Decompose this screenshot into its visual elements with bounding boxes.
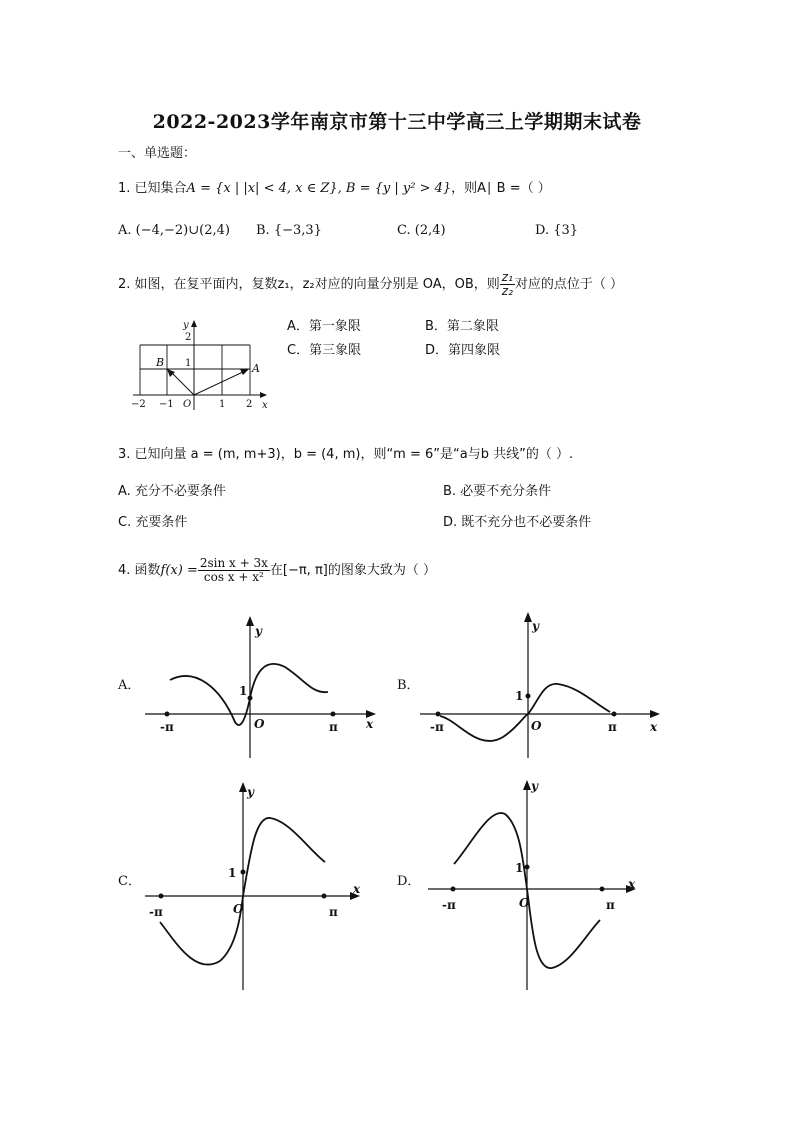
graph-b-x-arrow	[650, 710, 660, 718]
q2-label-y: y	[183, 320, 189, 331]
q2-vector-oa	[194, 371, 245, 395]
graph-a-label-pi: π	[329, 720, 338, 734]
graph-c-label-pi: π	[329, 905, 338, 919]
graph-d-point-neg-pi	[451, 887, 456, 892]
graph-b-label-y: y	[532, 619, 539, 633]
q2-tick-x2: 2	[246, 399, 253, 410]
q2-vector-ob-arrow	[167, 369, 175, 377]
graph-d-point-one	[525, 865, 530, 870]
q2-stem	[118, 270, 623, 300]
q4-graph-a-label: A．	[118, 678, 141, 693]
page-title: 2022-2023学年南京市第十三中学高三上学期期末试卷	[152, 111, 642, 133]
graph-c-label-x: x	[353, 882, 361, 896]
graph-d-label-pi: π	[606, 898, 615, 912]
q2-complex-plane-figure	[125, 315, 285, 415]
graph-b-y-arrow	[524, 612, 532, 622]
graph-b-point-neg-pi	[436, 712, 441, 717]
graph-d-label-origin: O	[519, 896, 530, 910]
q2-vector-oa-arrow	[240, 369, 249, 375]
graph-c-y-arrow	[239, 782, 247, 792]
q4-fraction	[198, 557, 270, 584]
q1-stem-text: 1. 已知集合	[118, 181, 187, 196]
graph-d-point-pi	[600, 887, 605, 892]
q2-tick-y1: 1	[185, 358, 192, 369]
q3-stem: 3. 已知向量 a = (m, m+3)，b = (4, m)，则“m = 6”是“a与b 共线”的（ ）.	[118, 447, 574, 462]
graph-a-point-one	[248, 696, 253, 701]
graph-a-point-pi	[331, 712, 336, 717]
q2-frac-num: z₁	[501, 270, 513, 284]
q2-option-c: C．第三象限	[287, 343, 362, 358]
q1-option-c: C. (2,4)	[397, 223, 446, 238]
graph-a-curve	[170, 664, 328, 725]
q3-option-b: B. 必要不充分条件	[443, 484, 552, 499]
graph-c-point-neg-pi	[159, 894, 164, 899]
q1-option-a: A. (−4,−2)∪(2,4)	[118, 223, 230, 238]
graph-c-point-one	[241, 870, 246, 875]
q2-label-origin: O	[183, 399, 192, 410]
q2-option-d: D．第四象限	[425, 343, 501, 358]
q2-vector-ob	[171, 372, 194, 395]
q4-graph-b	[418, 612, 668, 762]
graph-a-label-origin: O	[254, 717, 265, 731]
graph-d-y-arrow	[523, 780, 531, 790]
q2-label-b: B	[156, 356, 165, 369]
q4-frac-num: 2sin x + 3x	[199, 556, 268, 570]
q2-option-a: A．第一象限	[287, 319, 361, 334]
q3-option-a: A. 充分不必要条件	[118, 484, 226, 499]
graph-c-label-one: 1	[228, 866, 237, 880]
q1-set-expression: A = {x | |x| < 4, x ∈ Z}, B = {y | y² > 4}	[186, 181, 452, 196]
graph-c-label-origin: O	[233, 902, 244, 916]
q2-tick-xm1: −1	[159, 399, 174, 410]
graph-b-point-one	[526, 694, 531, 699]
q2-label-x: x	[262, 400, 268, 411]
graph-b-label-pi: π	[608, 720, 617, 734]
graph-c-label-neg-pi: -π	[149, 905, 163, 919]
q4-frac-den: cos x + x²	[203, 570, 264, 584]
graph-a-label-x: x	[366, 717, 374, 731]
q2-stem-tail: 对应的点位于（ ）	[514, 277, 624, 292]
graph-d-label-x: x	[628, 877, 636, 891]
q2-frac-den: z₂	[501, 284, 513, 298]
q4-stem-text: 4. 函数	[118, 563, 161, 578]
graph-a-label-neg-pi: -π	[160, 720, 174, 734]
q2-grid	[140, 345, 250, 395]
q1-option-d: D. {3}	[535, 223, 579, 238]
graph-d-label-y: y	[531, 779, 538, 793]
q1-stem	[118, 181, 551, 197]
q4-graph-c	[140, 776, 370, 994]
q1-option-b: B. {−3,3}	[256, 223, 322, 238]
graph-d-label-one: 1	[515, 861, 524, 875]
q2-tick-y2: 2	[185, 332, 192, 343]
q2-label-a: A	[252, 362, 260, 375]
graph-b-curve	[440, 684, 610, 741]
q1-stem-tail: ，则A∣ B =（ ）	[451, 181, 551, 196]
graph-c-point-pi	[322, 894, 327, 899]
q2-y-arrow	[191, 320, 197, 327]
graph-b-label-x: x	[650, 720, 658, 734]
graph-a-point-neg-pi	[165, 712, 170, 717]
graph-b-label-origin: O	[531, 719, 542, 733]
q4-stem-tail: 在[−π, π]的图象大致为（ ）	[269, 563, 436, 578]
graph-c-label-y: y	[247, 785, 254, 799]
q2-tick-xm2: −2	[131, 399, 146, 410]
q2-option-b: B．第二象限	[425, 319, 499, 334]
q3-option-d: D. 既不充分也不必要条件	[443, 515, 592, 530]
q3-option-c: C. 充要条件	[118, 515, 188, 530]
graph-b-point-pi	[612, 712, 617, 717]
graph-b-label-one: 1	[515, 689, 524, 703]
graph-b-label-neg-pi: -π	[430, 720, 444, 734]
q2-stem-text: 2. 如图，在复平面内，复数z₁，z₂对应的向量分别是 OA，OB，则	[118, 277, 500, 292]
q2-tick-x1: 1	[219, 399, 226, 410]
q4-graph-c-label: C．	[118, 874, 141, 889]
q4-graph-d	[420, 776, 650, 994]
graph-a-label-one: 1	[239, 684, 248, 698]
graph-a-y-arrow	[246, 616, 254, 626]
q4-graph-a	[140, 612, 380, 762]
q4-stem	[118, 555, 436, 587]
q4-func-lhs: f(x) =	[160, 563, 198, 578]
q4-graph-d-label: D．	[397, 874, 421, 889]
q2-x-arrow	[260, 392, 267, 398]
graph-d-label-neg-pi: -π	[442, 898, 456, 912]
graph-a-label-y: y	[255, 624, 262, 638]
q2-fraction	[500, 271, 515, 298]
q4-graph-b-label: B．	[397, 678, 420, 693]
section-heading: 一、单选题：	[118, 146, 197, 161]
